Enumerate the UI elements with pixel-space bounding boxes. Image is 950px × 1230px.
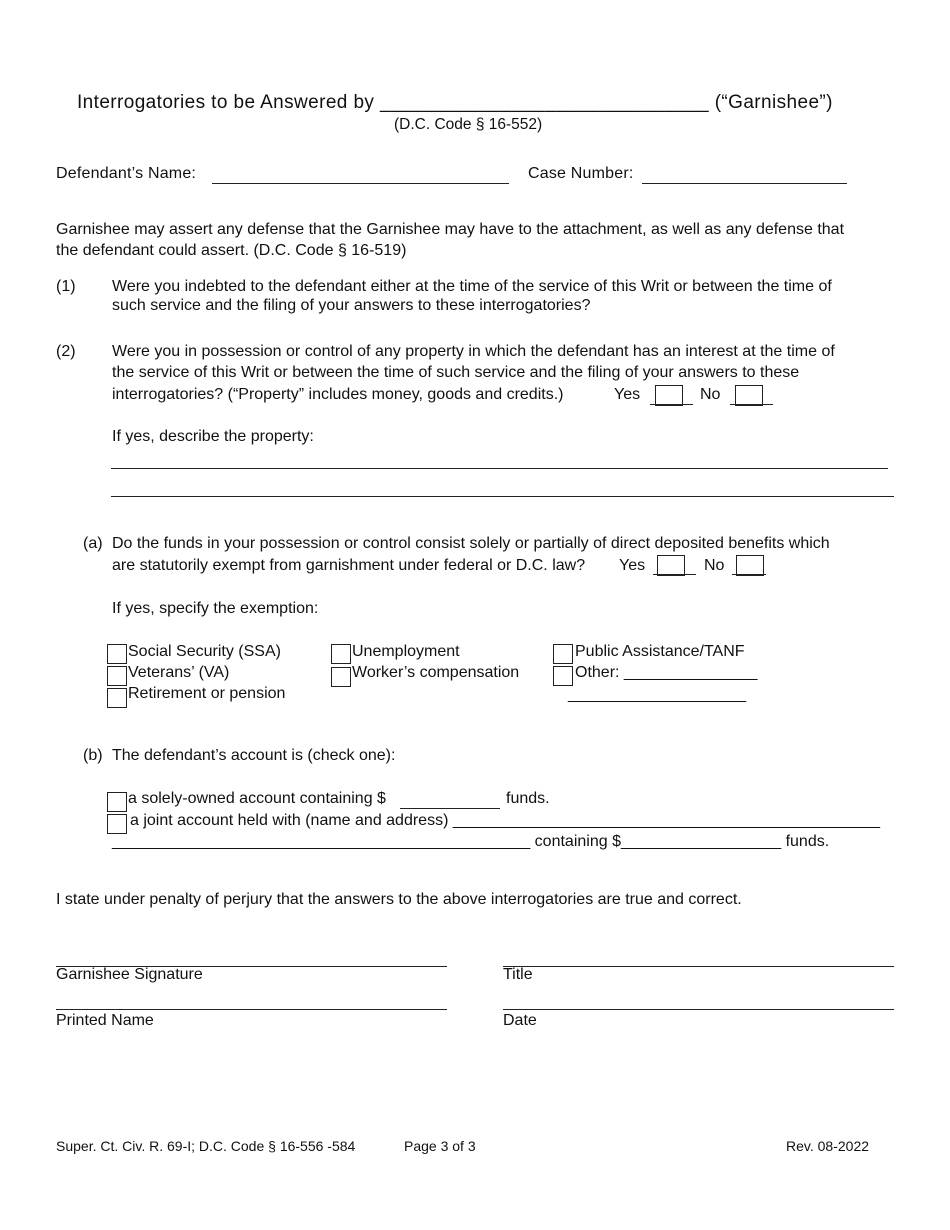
describe-property-line-2[interactable] bbox=[111, 496, 894, 497]
tanf-checkbox[interactable] bbox=[553, 644, 573, 664]
perjury-statement: I state under penalty of perjury that the answers to the above interrogatories are true and correct. bbox=[56, 891, 742, 908]
joint-account-label: a joint account held with (name and address) ________________________________________________ bbox=[130, 812, 880, 829]
qa-yes-underline bbox=[653, 574, 696, 575]
ssa-checkbox[interactable] bbox=[107, 644, 127, 664]
footer-page-number: Page 3 of 3 bbox=[404, 1138, 476, 1154]
solely-owned-label: a solely-owned account containing $ bbox=[128, 790, 386, 807]
unemployment-label: Unemployment bbox=[352, 643, 460, 660]
qb-heading: The defendant’s account is (check one): bbox=[112, 747, 396, 764]
case-number-field[interactable] bbox=[642, 183, 847, 184]
case-number-label: Case Number: bbox=[528, 165, 634, 182]
qb-number: (b) bbox=[83, 747, 103, 764]
form-title bbox=[77, 92, 833, 114]
q1-line-2: such service and the filing of your answers to these interrogatories? bbox=[112, 297, 591, 314]
describe-property-line-1[interactable] bbox=[111, 468, 888, 469]
retirement-checkbox[interactable] bbox=[107, 688, 127, 708]
garnishee-signature-label: Garnishee Signature bbox=[56, 966, 203, 983]
qa-line-2: are statutorily exempt from garnishment under federal or D.C. law? bbox=[112, 557, 586, 574]
q2-number: (2) bbox=[56, 343, 76, 360]
specify-exemption-label: If yes, specify the exemption: bbox=[112, 600, 319, 617]
solely-owned-funds-label: funds. bbox=[506, 790, 550, 807]
date-line[interactable] bbox=[503, 1009, 894, 1010]
qa-line-1: Do the funds in your possession or control consist solely or partially of direct deposited benefits which bbox=[112, 535, 830, 552]
q2-yes-label: Yes bbox=[614, 386, 641, 403]
qa-no-underline bbox=[732, 574, 766, 575]
va-checkbox[interactable] bbox=[107, 666, 127, 686]
other-specify-line[interactable]: ____________________ bbox=[568, 686, 746, 703]
describe-property-label: If yes, describe the property: bbox=[112, 428, 314, 445]
footer-revision: Rev. 08-2022 bbox=[786, 1138, 870, 1154]
q2-yes-checkbox[interactable] bbox=[655, 385, 683, 406]
other-checkbox[interactable] bbox=[553, 666, 573, 686]
q2-no-underline bbox=[730, 404, 773, 405]
code-reference: (D.C. Code § 16-552) bbox=[394, 116, 543, 133]
qa-no-label: No bbox=[704, 557, 725, 574]
title-label: Title bbox=[503, 966, 533, 983]
title-prefix: Interrogatories to be Answered by bbox=[77, 92, 375, 113]
date-label: Date bbox=[503, 1012, 537, 1029]
defendant-name-field[interactable] bbox=[212, 183, 509, 184]
qa-yes-checkbox[interactable] bbox=[657, 555, 685, 576]
qa-no-checkbox[interactable] bbox=[736, 555, 764, 576]
q2-no-checkbox[interactable] bbox=[735, 385, 763, 406]
q2-line-3: interrogatories? (“Property” includes money, goods and credits.) bbox=[112, 386, 564, 403]
q2-line-2: the service of this Writ or between the time of such service and the filing of your answers to these bbox=[112, 364, 800, 381]
printed-name-line[interactable] bbox=[56, 1009, 447, 1010]
va-label: Veterans’ (VA) bbox=[128, 664, 230, 681]
tanf-label: Public Assistance/TANF bbox=[575, 643, 745, 660]
title-line[interactable] bbox=[503, 966, 894, 967]
footer-rule-citation: Super. Ct. Civ. R. 69-I; D.C. Code § 16-556 -584 bbox=[56, 1138, 356, 1154]
ssa-label: Social Security (SSA) bbox=[128, 643, 281, 660]
intro-line-2: the defendant could assert. (D.C. Code § 16-519) bbox=[56, 242, 407, 259]
q2-yes-underline bbox=[650, 404, 693, 405]
workers-comp-label: Worker’s compensation bbox=[352, 664, 520, 681]
q2-no-label: No bbox=[700, 386, 721, 403]
q1-line-1: Were you indebted to the defendant either at the time of the service of this Writ or between the time of bbox=[112, 278, 832, 295]
title-suffix: (“Garnishee”) bbox=[714, 92, 833, 113]
workers-comp-checkbox[interactable] bbox=[331, 667, 351, 687]
joint-account-checkbox[interactable] bbox=[107, 814, 127, 834]
solely-owned-amount-field[interactable] bbox=[400, 808, 500, 809]
defendant-name-label: Defendant’s Name: bbox=[56, 165, 197, 182]
q2-line-1: Were you in possession or control of any property in which the defendant has an interest at the time of bbox=[112, 343, 835, 360]
garnishee-name-blank[interactable]: ______________________________ bbox=[380, 92, 710, 113]
qa-number: (a) bbox=[83, 535, 103, 552]
retirement-label: Retirement or pension bbox=[128, 685, 286, 702]
unemployment-checkbox[interactable] bbox=[331, 644, 351, 664]
other-label: Other: _______________ bbox=[575, 664, 758, 681]
qa-yes-label: Yes bbox=[619, 557, 646, 574]
solely-owned-checkbox[interactable] bbox=[107, 792, 127, 812]
q1-number: (1) bbox=[56, 278, 76, 295]
printed-name-label: Printed Name bbox=[56, 1012, 154, 1029]
intro-line-1: Garnishee may assert any defense that the Garnishee may have to the attachment, as well as any defense that bbox=[56, 221, 845, 238]
joint-account-line-2: _______________________________________________ containing $__________________ funds. bbox=[112, 833, 830, 850]
